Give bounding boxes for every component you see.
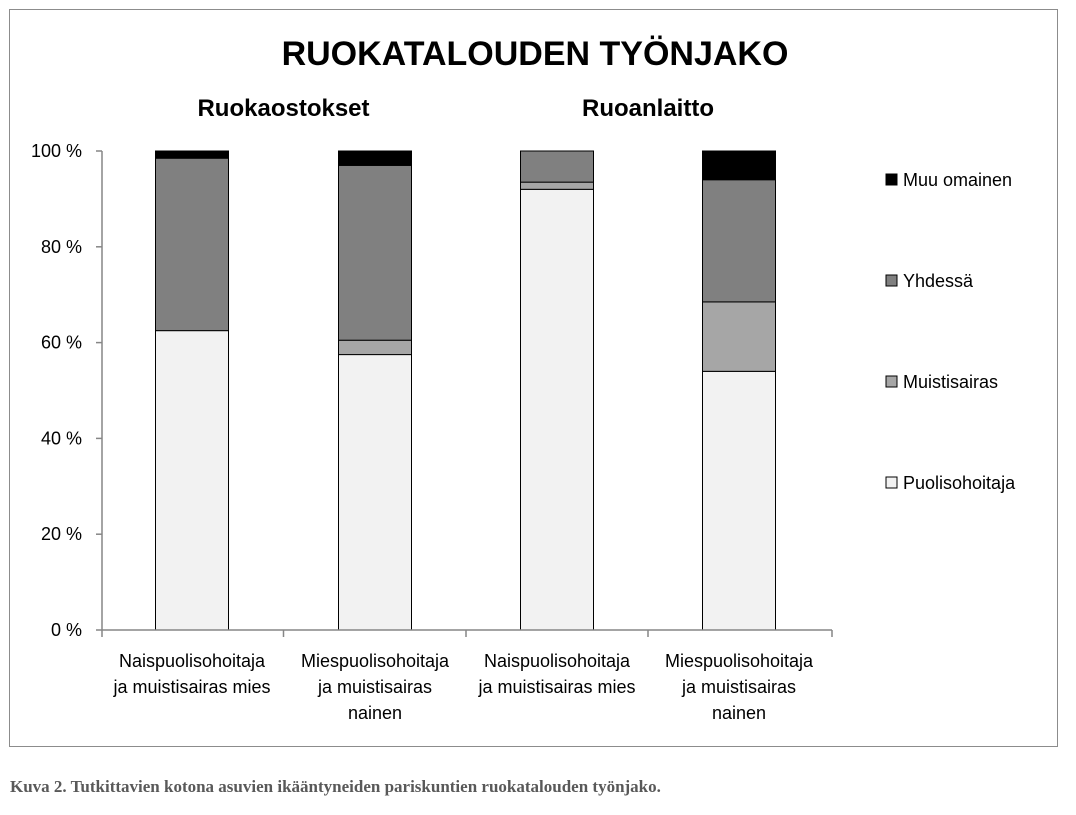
category-label-line: Naispuolisohoitaja: [483, 651, 631, 671]
category-label-line: ja muistisairas mies: [478, 677, 636, 697]
bar-segment: [703, 180, 776, 302]
stacked-bar: [703, 151, 776, 630]
bar-segment: [339, 165, 412, 340]
category-label-line: Miespuolisohoitaja: [300, 651, 450, 671]
category-label: [477, 651, 635, 697]
chart-title: RUOKATALOUDEN TYÖNJAKO: [281, 35, 789, 73]
bar-segment: [156, 331, 229, 630]
category-label-line: ja muistisairas mies: [113, 677, 271, 697]
y-tick-label: 0 %: [50, 620, 82, 640]
chart-frame: [9, 9, 1058, 747]
category-label: [112, 651, 270, 697]
bar-segment: [521, 182, 594, 189]
category-label-line: ja muistisairas: [317, 677, 433, 697]
stacked-bar: [156, 151, 229, 630]
legend-item: [886, 473, 1016, 493]
stacked-bar: [339, 151, 412, 630]
category-labels: [112, 651, 814, 723]
category-label-line: ja muistisairas: [681, 677, 797, 697]
figure-caption: Kuva 2. Tutkittavien kotona asuvien ikääntyneiden pariskuntien ruokatalouden työnjako.: [10, 777, 661, 796]
legend-swatch: [886, 477, 897, 488]
bar-segment: [521, 189, 594, 630]
group-titles: [197, 95, 714, 122]
bar-segment: [339, 151, 412, 165]
legend-label: Yhdessä: [903, 271, 974, 291]
legend: [886, 170, 1016, 493]
bar-segment: [703, 371, 776, 630]
category-label-line: Naispuolisohoitaja: [118, 651, 266, 671]
legend-swatch: [886, 174, 897, 185]
legend-label: Muu omainen: [903, 170, 1013, 190]
y-tick-label: 40 %: [40, 428, 82, 449]
y-tick-label: 100 %: [30, 141, 82, 161]
bar-segment: [703, 151, 776, 180]
legend-item: [886, 372, 998, 392]
legend-swatch: [886, 376, 897, 387]
y-tick-label: 20 %: [40, 524, 82, 545]
legend-label: Muistisairas: [903, 372, 999, 392]
category-label-line: nainen: [347, 703, 403, 723]
group-title: Ruokaostokset: [197, 95, 370, 122]
bar-segment: [156, 151, 229, 158]
group-title: Ruoanlaitto: [582, 95, 714, 122]
category-label-line: Miespuolisohoitaja: [664, 651, 814, 671]
bars: [156, 151, 776, 630]
bar-segment: [339, 340, 412, 354]
category-label: [301, 651, 450, 723]
category-label: [665, 651, 814, 723]
legend-label: Puolisohoitaja: [903, 473, 1016, 493]
stacked-bar: [521, 151, 594, 630]
category-label-line: nainen: [711, 703, 767, 723]
y-tick-label: 60 %: [40, 332, 82, 353]
y-axis: [31, 141, 102, 640]
x-axis: [102, 630, 832, 637]
legend-swatch: [886, 275, 897, 286]
bar-segment: [521, 151, 594, 182]
legend-item: [886, 170, 1012, 190]
y-tick-label: 80 %: [40, 236, 82, 257]
legend-item: [886, 271, 974, 291]
stacked-bar-chart: [10, 10, 1057, 746]
bar-segment: [339, 355, 412, 630]
bar-segment: [156, 158, 229, 330]
bar-segment: [703, 302, 776, 371]
